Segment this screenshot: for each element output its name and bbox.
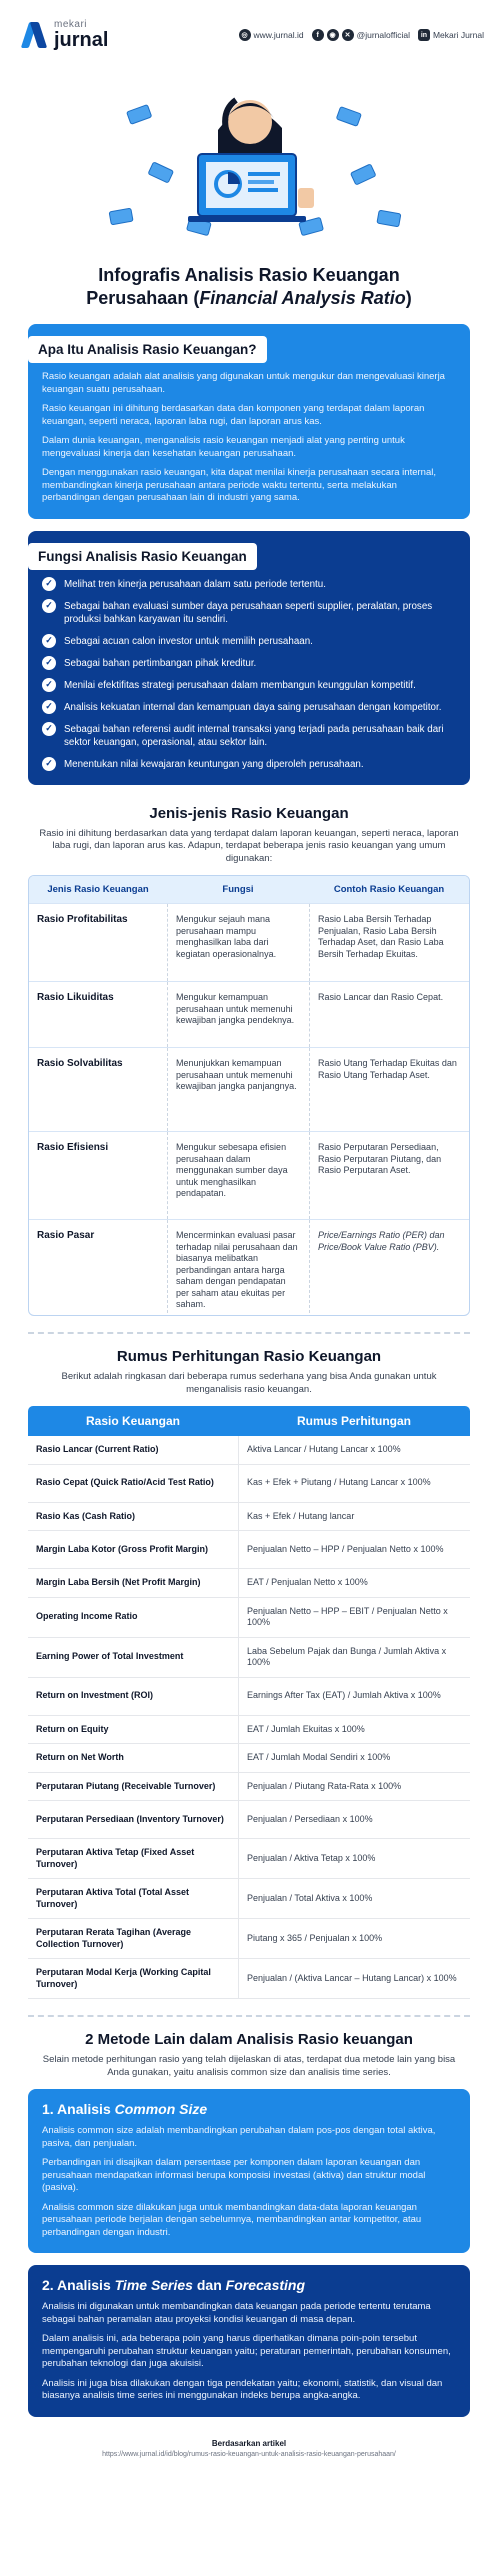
metode-intro: Selain metode perhitungan rasio yang telah dijelaskan di atas, terdapat dua metode lain yang bisa Anda gunakan, yaitu analisis common size dan analisis time series. xyxy=(42,2054,456,2078)
ratio-formula: EAT / Jumlah Modal Sendiri x 100% xyxy=(238,1744,470,1772)
table-row xyxy=(28,1598,470,1638)
column-header: Rasio Keuangan xyxy=(85,1414,181,1428)
table-row xyxy=(28,1716,470,1745)
table-row xyxy=(28,1503,470,1532)
rumus-intro: Berikut adalah ringkasan dari beberapa rumus sederhana yang bisa Anda gunakan untuk menganalisis rasio keuangan. xyxy=(61,1371,437,1395)
ratio-formula: Kas + Efek / Hutang lancar xyxy=(238,1503,470,1531)
page-title: Infografis Analisis Rasio Keuangan Perusahaan (Financial Analysis Ratio) xyxy=(86,265,412,308)
check-icon: ✓ xyxy=(42,577,56,591)
mekari-logo-icon xyxy=(22,20,48,50)
ratio-name: Earning Power of Total Investment xyxy=(36,1651,184,1662)
apa-itu-paragraph: Rasio keuangan ini dihitung berdasarkan data dan komponen yang terdapat dalam laporan keuangan, seperti neraca, laporan laba rugi, dan laporan arus kas. xyxy=(42,403,425,427)
jenis-heading: Jenis-jenis Rasio Keuangan xyxy=(149,804,349,822)
ratio-formula: Penjualan Netto – HPP – EBIT / Penjualan Netto x 100% xyxy=(238,1598,470,1637)
table-row xyxy=(28,1638,470,1678)
ratio-name: Return on Net Worth xyxy=(36,1752,124,1762)
table-row: Rasio Likuiditas Mengukur kemampuan perusahaan untuk memenuhi kewajiban jangka pendeknya. Rasio Lancar dan Rasio Cepat. xyxy=(29,981,469,1047)
ratio-formula: Penjualan / Total Aktiva x 100% xyxy=(238,1879,470,1918)
time-series-paragraph: Analisis ini juga bisa dilakukan dengan tiga pendekatan yaitu; ekonomi, statistik, dan visual dan biasanya analisis time series ini menggunakan indeks berupa angka-angka. xyxy=(42,2377,443,2401)
table-row xyxy=(28,1678,470,1716)
check-icon: ✓ xyxy=(42,757,56,771)
linkedin-link[interactable]: in Mekari Jurnal xyxy=(418,29,484,41)
list-item: ✓ Melihat tren kinerja perusahaan dalam satu periode tertentu. xyxy=(42,578,456,591)
table-row: Rasio Efisiensi Mengukur sebesapa efisien perusahaan dalam menggunakan sumber daya untuk menghasilkan pendapatan. Rasio Perputaran Persediaan, Rasio Perputaran Piutang, dan Rasio Perputaran Aset. xyxy=(29,1131,469,1219)
list-item: ✓ Menilai efektifitas strategi perusahaan dalam membangun keunggulan kompetitif. xyxy=(42,679,456,692)
ratio-formula: EAT / Jumlah Ekuitas x 100% xyxy=(238,1716,470,1744)
ratio-name: Perputaran Persediaan (Inventory Turnover) xyxy=(36,1813,224,1824)
ratio-name: Return on Investment (ROI) xyxy=(36,1690,154,1701)
hero-illustration xyxy=(0,70,498,260)
ratio-name: Rasio Kas (Cash Ratio) xyxy=(36,1510,136,1521)
ratio-name: Perputaran Piutang (Receivable Turnover) xyxy=(36,1780,216,1791)
apa-itu-heading: Apa Itu Analisis Rasio Keuangan? xyxy=(28,336,267,363)
table-row xyxy=(28,1919,470,1959)
column-header: Contoh Rasio Keuangan xyxy=(333,884,445,895)
table-row xyxy=(28,1569,470,1598)
ratio-formula: Penjualan / Aktiva Tetap x 100% xyxy=(238,1839,470,1878)
linkedin-icon: in xyxy=(418,29,430,41)
table-row: Rasio Pasar Mencerminkan evaluasi pasar terhadap nilai perusahaan dan biasanya melibatkan perbandingan antara harga saham dengan pendapatan per saham atau ekuitas per saham. Price/Earnings Ratio (PER) dan Price/Book Value Ratio (PBV). xyxy=(29,1219,469,1315)
list-item: ✓ Sebagai bahan referensi audit internal transaksi yang terjadi pada perusahaan baik dari sektor keuangan, operasional, atau sektor lain. xyxy=(42,723,456,749)
table-row: Rasio Profitabilitas Mengukur sejauh mana perusahaan mampu menghasilkan laba dari kegiatan operasionalnya. Rasio Laba Bersih Terhadap Penjualan, Rasio Laba Bersih Terhadap Aset, dan Rasio Laba Bersih Terhadap Ekuitas. xyxy=(29,903,469,981)
list-item: ✓ Analisis kekuatan internal dan kemampuan daya saing perusahaan dengan kompetitor. xyxy=(42,701,456,714)
ratio-name: Rasio Lancar (Current Ratio) xyxy=(36,1444,159,1454)
apa-itu-card xyxy=(28,324,470,519)
jenis-table xyxy=(28,875,470,1316)
time-series-paragraph: Dalam analisis ini, ada beberapa poin yang harus diperhatikan dimana poin-poin tersebut mempengaruhi perubahan struktur keuangan yaitu; peraturan pemerintah, perubahan konsumen, perubahan teknologi dan juga akuisisi. xyxy=(42,2333,451,2369)
ratio-formula: Penjualan Netto – HPP / Penjualan Netto x 100% xyxy=(238,1531,470,1568)
brand-logo[interactable] xyxy=(22,20,108,50)
table-row xyxy=(28,1839,470,1879)
twitter-icon: ✕ xyxy=(342,29,354,41)
fungsi-card xyxy=(28,531,470,785)
brand-name-bottom: jurnal xyxy=(54,29,109,51)
ratio-formula: Kas + Efek + Piutang / Hutang Lancar x 100% xyxy=(238,1465,470,1502)
common-size-paragraph: Analisis common size dilakukan juga untuk membandingkan data-data laporan keuangan perusahaan periode berjalan dengan sebelumnya, membandingkan antar kompetitor, atau perbandingan dengan industri. xyxy=(42,2201,422,2238)
table-header xyxy=(28,1406,470,1436)
table-row xyxy=(28,1801,470,1839)
instagram-icon: ◉ xyxy=(327,29,339,41)
social-handle-link[interactable]: f ◉ ✕ @jurnalofficial xyxy=(312,29,410,41)
metode-heading: 2 Metode Lain dalam Analisis Rasio keuangan xyxy=(85,2031,413,2048)
time-series-card xyxy=(28,2265,470,2417)
brand-name-top: mekari xyxy=(54,19,88,30)
table-row xyxy=(28,1879,470,1919)
ratio-formula: EAT / Penjualan Netto x 100% xyxy=(238,1569,470,1597)
social-links xyxy=(239,29,484,41)
footer xyxy=(0,2439,498,2458)
common-size-paragraph: Analisis common size adalah membandingkan perubahan dalam pos-pos dengan total aktiva, pasiva, dan penjualan. xyxy=(42,2125,436,2149)
table-row xyxy=(28,1531,470,1569)
list-item: ✓ Menentukan nilai kewajaran keuntungan yang diperoleh perusahaan. xyxy=(42,758,456,771)
fungsi-list xyxy=(42,578,456,771)
ratio-name: Return on Equity xyxy=(36,1723,109,1734)
ratio-name: Perputaran Modal Kerja (Working Capital Turnover) xyxy=(36,1967,211,1989)
website-link[interactable]: ◎ www.jurnal.id xyxy=(239,29,304,41)
rumus-heading: Rumus Perhitungan Rasio Keuangan xyxy=(116,1348,382,1365)
time-series-paragraph: Analisis ini digunakan untuk membandingkan data keuangan pada periode tertentu terutama sebagai bahan peramalan atau proyeksi kondisi keuangan di masa depan. xyxy=(42,2301,431,2325)
ratio-formula: Penjualan / (Aktiva Lancar – Hutang Lancar) x 100% xyxy=(238,1959,470,1998)
column-header: Rumus Perhitungan xyxy=(296,1414,411,1428)
facebook-icon: f xyxy=(312,29,324,41)
person-with-laptop-illustration xyxy=(0,70,498,260)
top-bar xyxy=(0,0,498,70)
globe-icon: ◎ xyxy=(239,29,251,41)
ratio-formula: Penjualan / Persediaan x 100% xyxy=(238,1801,470,1838)
common-size-card xyxy=(28,2089,470,2253)
rumus-table xyxy=(28,1406,470,1999)
common-size-paragraph: Perbandingan ini disajikan dalam persentase per komponen dalam laporan keuangan dan perusahaan mendapatkan informasi berupa komposisi investasi (aktiva) dan struktur modal (pasiva). xyxy=(42,2157,426,2193)
table-row xyxy=(28,1959,470,1999)
check-icon: ✓ xyxy=(42,656,56,670)
section-divider xyxy=(28,1332,470,1334)
time-series-title: 2. Analisis Time Series dan Forecasting xyxy=(42,2277,306,2293)
check-icon: ✓ xyxy=(42,722,56,736)
table-row xyxy=(28,1436,470,1465)
footer-label: Berdasarkan artikel xyxy=(211,2438,287,2448)
table-row xyxy=(28,1465,470,1503)
ratio-formula: Laba Sebelum Pajak dan Bunga / Jumlah Aktiva x 100% xyxy=(238,1638,470,1677)
ratio-name: Perputaran Aktiva Total (Total Asset Turnover) xyxy=(36,1887,190,1909)
ratio-name: Margin Laba Bersih (Net Profit Margin) xyxy=(36,1577,201,1587)
list-item: ✓ Sebagai bahan evaluasi sumber daya perusahaan seperti supplier, peralatan, proses produksi bahkan karyawan itu sendiri. xyxy=(42,600,456,626)
table-row xyxy=(28,1773,470,1802)
ratio-name: Rasio Cepat (Quick Ratio/Acid Test Ratio) xyxy=(36,1477,214,1488)
apa-itu-paragraph: Rasio keuangan adalah alat analisis yang digunakan untuk mengukur dan mengevaluasi kinerja keuangan suatu perusahaan. xyxy=(42,371,445,395)
ratio-formula: Aktiva Lancar / Hutang Lancar x 100% xyxy=(238,1436,470,1464)
check-icon: ✓ xyxy=(42,700,56,714)
apa-itu-paragraph: Dengan menggunakan rasio keuangan, kita dapat menilai kinerja perusahaan secara internal, membandingkan kinerja perusahaan antara periode waktu tertentu, serta melakukan perbandingan dengan perusahaan lain di industri yang sama. xyxy=(42,467,436,503)
list-item: ✓ Sebagai acuan calon investor untuk memilih perusahaan. xyxy=(42,635,456,648)
column-header: Jenis Rasio Keuangan xyxy=(47,884,149,895)
ratio-name: Perputaran Rerata Tagihan (Average Collection Turnover) xyxy=(36,1927,192,1949)
section-divider xyxy=(28,2015,470,2017)
ratio-formula: Earnings After Tax (EAT) / Jumlah Aktiva x 100% xyxy=(238,1678,470,1715)
jenis-intro: Rasio ini dihitung berdasarkan data yang terdapat dalam laporan keuangan, seperti neraca, laporan laba rugi, dan laporan arus kas. Adapun, terdapat beberapa jenis rasio keuangan yang umum digunakan: xyxy=(39,827,459,864)
title-block xyxy=(0,264,498,310)
table-row: Rasio Solvabilitas Menunjukkan kemampuan perusahaan untuk memenuhi kewajiban jangka panjangnya. Rasio Utang Terhadap Ekuitas dan Rasio Utang Terhadap Aset. xyxy=(29,1047,469,1131)
ratio-name: Margin Laba Kotor (Gross Profit Margin) xyxy=(36,1543,209,1554)
check-icon: ✓ xyxy=(42,678,56,692)
table-row xyxy=(28,1744,470,1773)
ratio-name: Perputaran Aktiva Tetap (Fixed Asset Turnover) xyxy=(36,1847,195,1869)
apa-itu-paragraph: Dalam dunia keuangan, menganalisis rasio keuangan menjadi alat yang penting untuk mengevaluasi kinerja dan kesehatan keuangan perusahaan. xyxy=(42,435,405,459)
source-link[interactable]: https://www.jurnal.id/id/blog/rumus-rasio-keuangan-untuk-analisis-rasio-keuangan-perusahaan/ xyxy=(102,2450,396,2458)
table-header xyxy=(29,876,469,903)
fungsi-heading: Fungsi Analisis Rasio Keuangan xyxy=(28,543,257,570)
ratio-name: Operating Income Ratio xyxy=(36,1611,138,1622)
column-header: Fungsi xyxy=(222,884,254,895)
check-icon: ✓ xyxy=(42,634,56,648)
common-size-title: 1. Analisis Common Size xyxy=(42,2101,208,2117)
ratio-formula: Piutang x 365 / Penjualan x 100% xyxy=(238,1919,470,1958)
ratio-formula: Penjualan / Piutang Rata-Rata x 100% xyxy=(238,1773,470,1801)
list-item: ✓ Sebagai bahan pertimbangan pihak kreditur. xyxy=(42,657,456,670)
check-icon: ✓ xyxy=(42,599,56,613)
